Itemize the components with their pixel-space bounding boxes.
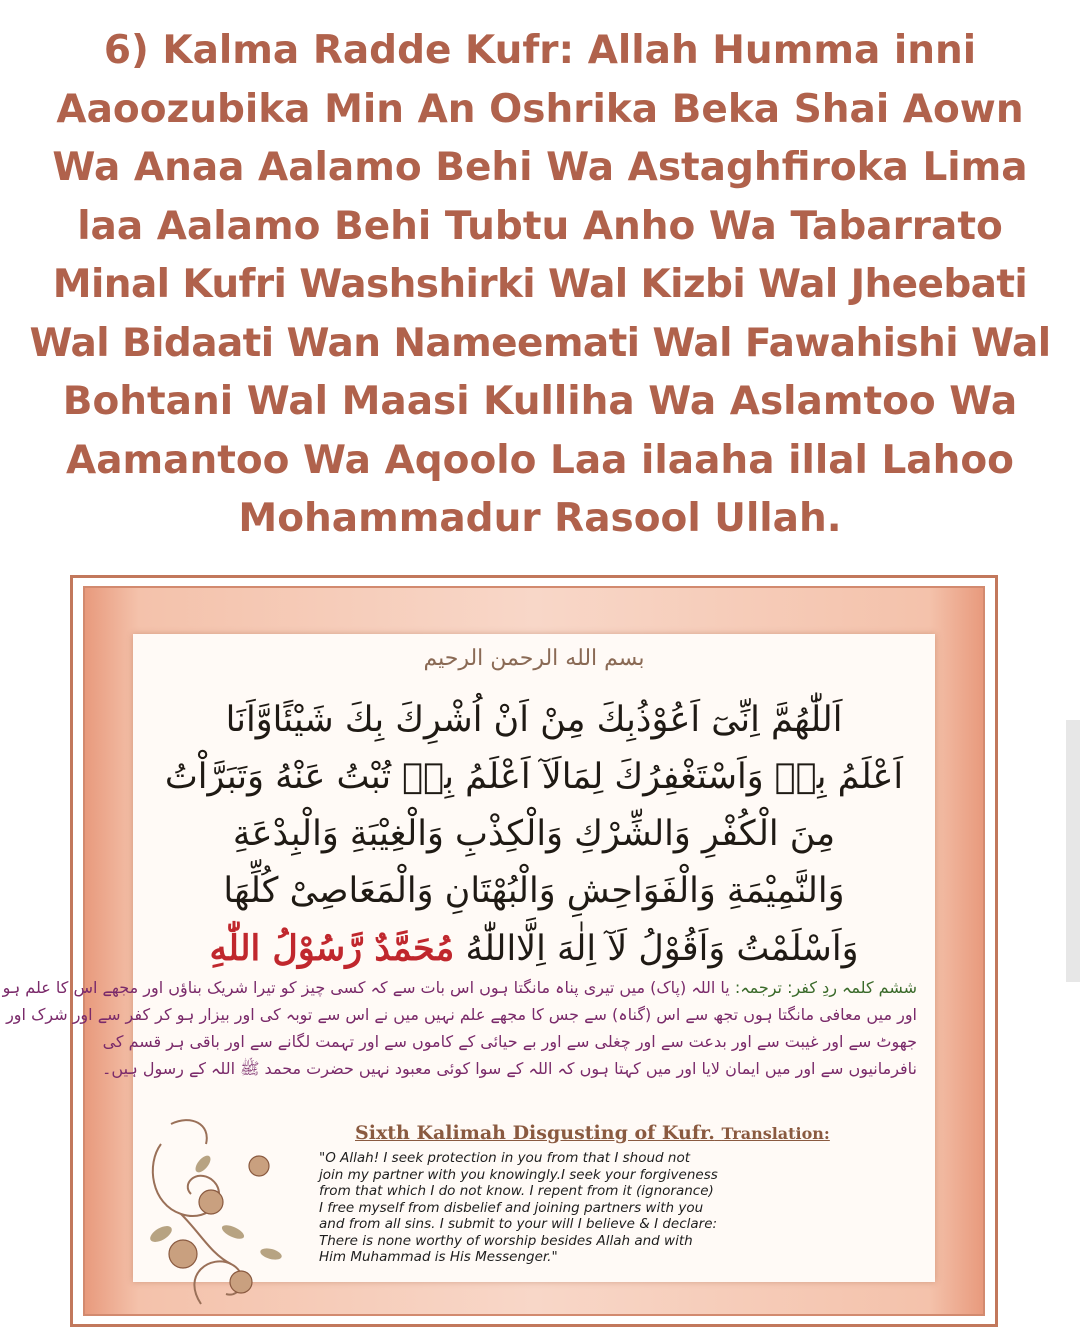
- heading-line: Mohammadur Rasool Ullah.: [238, 496, 842, 541]
- urdu-line: نافرمانیوں سے اور میں ایمان لایا اور میں کہتا ہوں کہ اللہ کے سوا کوئی معبود نہیں حضرت محمد ﷺ اللہ کے رسول ہیں۔: [102, 1059, 917, 1078]
- kalma-card: [2, 575, 998, 1327]
- translation-line: from that which I do not know. I repent from it (ignorance): [319, 1183, 714, 1199]
- urdu-translation: [2, 974, 917, 1082]
- translation-line: and from all sins. I submit to your will I believe & I declare:: [319, 1216, 718, 1232]
- urdu-lead: ششم کلمہ ردِ کفر: ترجمہ:: [734, 978, 917, 997]
- translation-title-text: Sixth Kalimah Disgusting of Kufr.: [355, 1122, 715, 1144]
- translation-line: I free myself from disbelief and joining partners with you: [319, 1199, 704, 1216]
- arabic-text: [163, 692, 905, 978]
- arabic-line: اَللّٰهُمَّ اِنِّیٓ اَعُوْذُبِكَ مِنْ اَنْ اُشْرِكَ بِكَ شَيْئًاوَّاَنَا: [225, 700, 843, 740]
- heading-line: Bohtani Wal Maasi Kulliha Wa Aslamtoo Wa: [62, 379, 1018, 424]
- arabic-line: اَعْلَمُ بِهٖ وَاَسْتَغْفِرُكَ لِمَالَآ اَعْلَمُ بِهٖ تُبْتُ عَنْهُ وَتَبَرَّاْتُ: [164, 757, 904, 797]
- card-frame: [2, 586, 985, 1316]
- scroll-edge: [1066, 720, 1080, 982]
- urdu-line-text: یا اللہ (پاک) میں تیری پناہ مانگتا ہوں اس بات سے کہ کسی چیز کو تیرا شریک بناؤں اور مجھے اس کا علم ہو: [2, 978, 730, 997]
- translation-line: join my partner with you knowingly.I seek your forgiveness: [319, 1166, 718, 1183]
- arabic-line-start: وَاَسْلَمْتُ وَاَقُوْلُ لَآ اِلٰهَ اِلَّااللّٰهُ: [465, 929, 859, 969]
- translation-line: There is none worthy of worship besides Allah and with: [319, 1232, 693, 1249]
- translation-title: [355, 1122, 830, 1144]
- translation-line: Him Muhammad is His Messenger.": [319, 1249, 558, 1265]
- heading-line: Aaoozubika Min An Oshrika Beka Shai Aown: [56, 86, 1024, 132]
- kalma-heading: [0, 22, 1080, 549]
- urdu-line: اور میں معافی مانگتا ہوں تجھ سے اس (گناہ) سے جس کا مجھے علم نہیں میں نے اس سے توبہ کی اور بیزار ہو کر کفر سے اور شرک اور: [6, 1005, 917, 1024]
- card-content: [2, 634, 935, 1282]
- arabic-highlight: مُحَمَّدٌ رَّسُوْلُ اللّٰهِ: [209, 928, 455, 969]
- translation-title-suffix: Translation:: [721, 1124, 830, 1143]
- heading-line: Minal Kufri Washshirki Wal Kizbi Wal Jheebati: [52, 262, 1028, 307]
- arabic-line: [163, 920, 905, 978]
- urdu-line: [2, 974, 917, 1001]
- english-translation: [319, 1150, 959, 1266]
- urdu-line: جھوٹ سے اور غیبت سے اور بدعت سے اور چغلی سے اور بے حیائی کے کاموں سے اور تہمت لگانے سے اور باقی ہر قسم کی: [102, 1032, 917, 1051]
- arabic-line: مِنَ الْكُفْرِ وَالشِّرْكِ وَالْكِذْبِ وَالْغِيْبَةِ وَالْبِدْعَةِ: [232, 814, 836, 854]
- translation-line: "O Allah! I seek protection in you from that I shoud not: [319, 1150, 691, 1166]
- heading-line: Wal Bidaati Wan Nameemati Wal Fawahishi Wal: [29, 320, 1051, 366]
- arabic-line: وَالنَّمِيْمَةِ وَالْفَوَاحِشِ وَالْبُهْتَانِ وَالْمَعَاصِىْ كُلِّهَا: [223, 871, 845, 911]
- rose-ornament-icon: [141, 1104, 311, 1314]
- heading-line: Wa Anaa Aalamo Behi Wa Astaghfiroka Lima: [52, 145, 1028, 190]
- bismillah-calligraphy: بسم الله الرحمن الرحيم: [423, 646, 645, 671]
- heading-line: laa Aalamo Behi Tubtu Anho Wa Tabarrato: [77, 203, 1003, 249]
- heading-line: 6) Kalma Radde Kufr: Allah Humma inni: [103, 28, 977, 73]
- heading-line: Aamantoo Wa Aqoolo Laa ilaaha illal Lahoo: [66, 437, 1014, 483]
